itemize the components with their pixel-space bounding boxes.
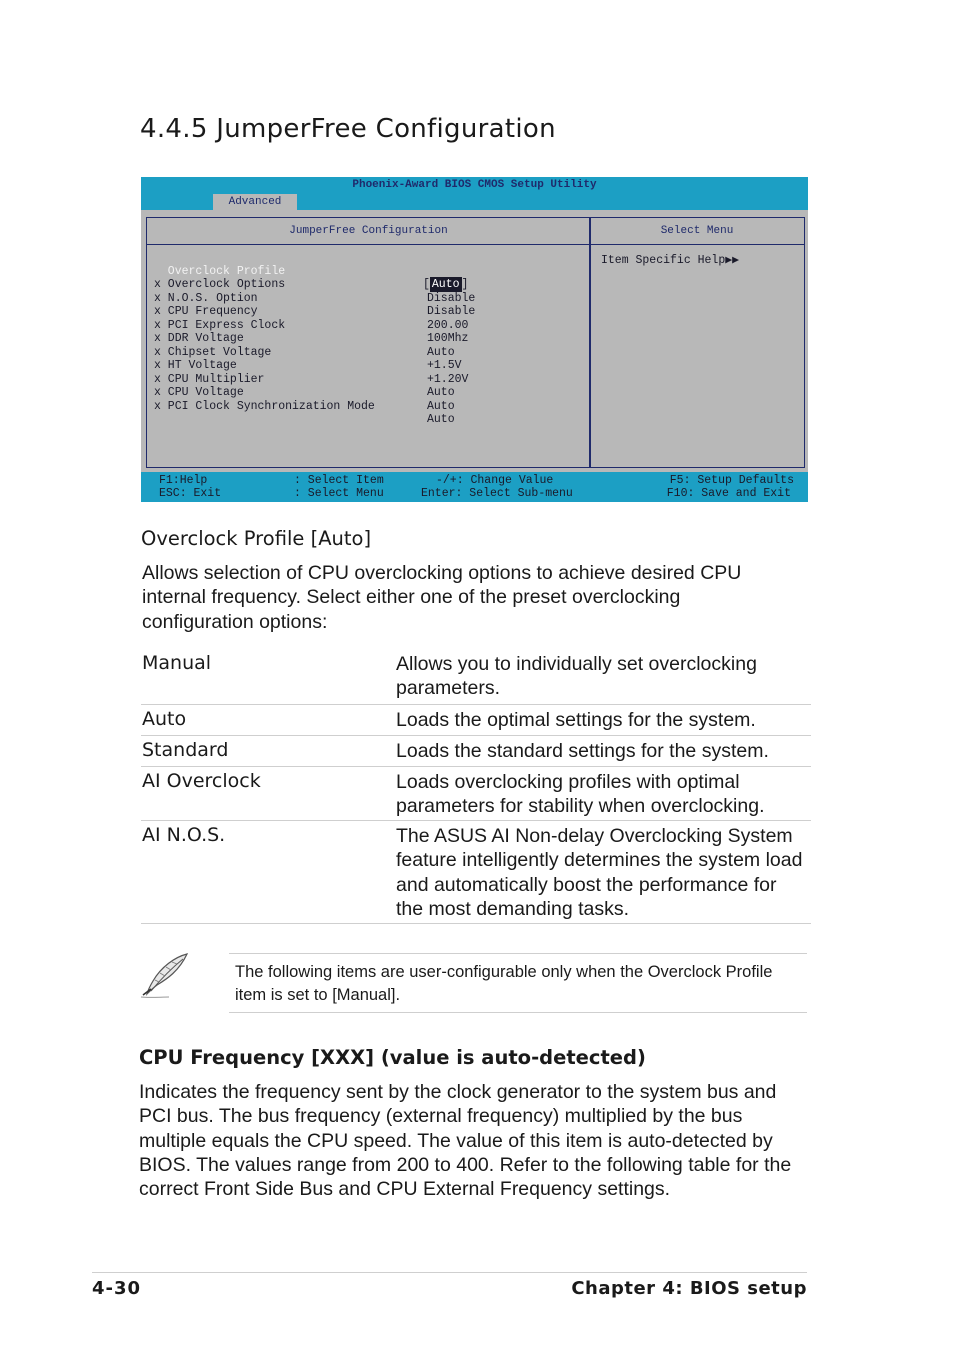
tab-advanced[interactable]: Advanced — [213, 194, 297, 210]
option-row — [141, 767, 811, 821]
option-desc: Allows you to individually set overclocking parameters. — [396, 653, 757, 700]
setting-ddr-voltage: x DDR Voltage Auto — [154, 332, 455, 359]
option-desc: Loads the optimal settings for the system. — [396, 709, 756, 731]
key-f10-save: F10: Save and Exit — [666, 487, 791, 500]
key-select-menu: : Select Menu — [294, 487, 384, 500]
selected-value[interactable]: Auto — [431, 278, 460, 291]
option-desc: Loads the standard settings for the system. — [396, 740, 769, 762]
page-number: 4-30 — [92, 1278, 142, 1299]
option-row — [141, 736, 811, 767]
overclock-heading: Overclock Profile [Auto] — [141, 527, 372, 550]
option-name: Manual — [142, 652, 212, 674]
bios-screen — [141, 177, 808, 502]
option-name: Standard — [142, 739, 229, 761]
chapter-title: Chapter 4: BIOS setup — [571, 1278, 807, 1299]
option-row — [141, 705, 811, 736]
option-row — [141, 821, 811, 924]
quill-pen-icon — [139, 951, 193, 999]
key-f1-help: F1:Help — [159, 474, 208, 487]
setting-chipset-voltage: x Chipset Voltage +1.5V — [154, 345, 462, 372]
setting-overclock-options: x Overclock Options Disable — [154, 278, 476, 305]
panel-title: JumperFree Configuration — [147, 218, 590, 245]
help-panel — [589, 217, 805, 468]
setting-pci-clock-sync: x PCI Clock Synchronization Mode Auto — [154, 399, 455, 426]
note-box — [229, 953, 807, 1013]
option-name: Auto — [142, 708, 187, 730]
options-table — [141, 649, 811, 924]
key-change-value: -/+: Change Value — [436, 474, 554, 487]
option-desc: Loads overclocking profiles with optimal parameters for stability when overclocking. — [396, 771, 765, 818]
key-esc-exit: ESC: Exit — [159, 487, 222, 500]
help-text: Item Specific Help▶▶ — [601, 254, 740, 267]
setting-pci-express-clock: x PCI Express Clock 100Mhz — [154, 318, 469, 345]
section-title: 4.4.5 JumperFree Configuration — [140, 114, 556, 144]
cpu-frequency-description: Indicates the frequency sent by the clock generator to the system bus and PCI bus. The bus frequency (external frequency) multiplied by the bus multiple equals the CPU speed. The value of this item is auto-detected by BIOS. The values range from 200 to 400. Refer to the following table for the correct Front Side Bus and CPU External Frequency settings. — [139, 1081, 792, 1201]
setting-cpu-frequency: x CPU Frequency 200.00 — [154, 305, 469, 332]
option-name: AI Overclock — [142, 770, 261, 792]
setting-nos-option: x N.O.S. Option Disable — [154, 291, 476, 318]
option-row — [141, 649, 811, 705]
bios-key-legend — [141, 472, 808, 502]
key-enter-submenu: Enter: Select Sub-menu — [421, 487, 573, 500]
help-title: Select Menu — [589, 218, 804, 245]
cpu-frequency-heading: CPU Frequency [XXX] (value is auto-detected) — [139, 1046, 646, 1069]
settings-list — [154, 251, 484, 426]
overclock-description: Allows selection of CPU overclocking options to achieve desired CPU internal frequency. Select either one of the preset overclocking configuration options: — [142, 562, 742, 633]
setting-ht-voltage: x HT Voltage +1.20V — [154, 359, 469, 386]
key-select-item: : Select Item — [294, 474, 384, 487]
footer-divider — [92, 1272, 807, 1273]
bios-title: Phoenix-Award BIOS CMOS Setup Utility — [141, 177, 808, 194]
setting-cpu-voltage: x CPU Voltage Auto — [154, 386, 455, 413]
option-name: AI N.O.S. — [142, 824, 226, 846]
setting-overclock-profile[interactable]: Overclock Profile [ Auto ] — [154, 264, 469, 291]
note-text: The following items are user-configurable only when the Overclock Profile item is set to [Manual]. — [235, 963, 773, 1004]
setting-cpu-multiplier: x CPU Multiplier Auto — [154, 372, 455, 399]
key-f5-defaults: F5: Setup Defaults — [669, 474, 794, 487]
bios-menubar — [141, 194, 808, 210]
option-desc: The ASUS AI Non-delay Overclocking System feature intelligently determines the system load and automatically boost the performance for the most demanding tasks. — [396, 825, 803, 920]
